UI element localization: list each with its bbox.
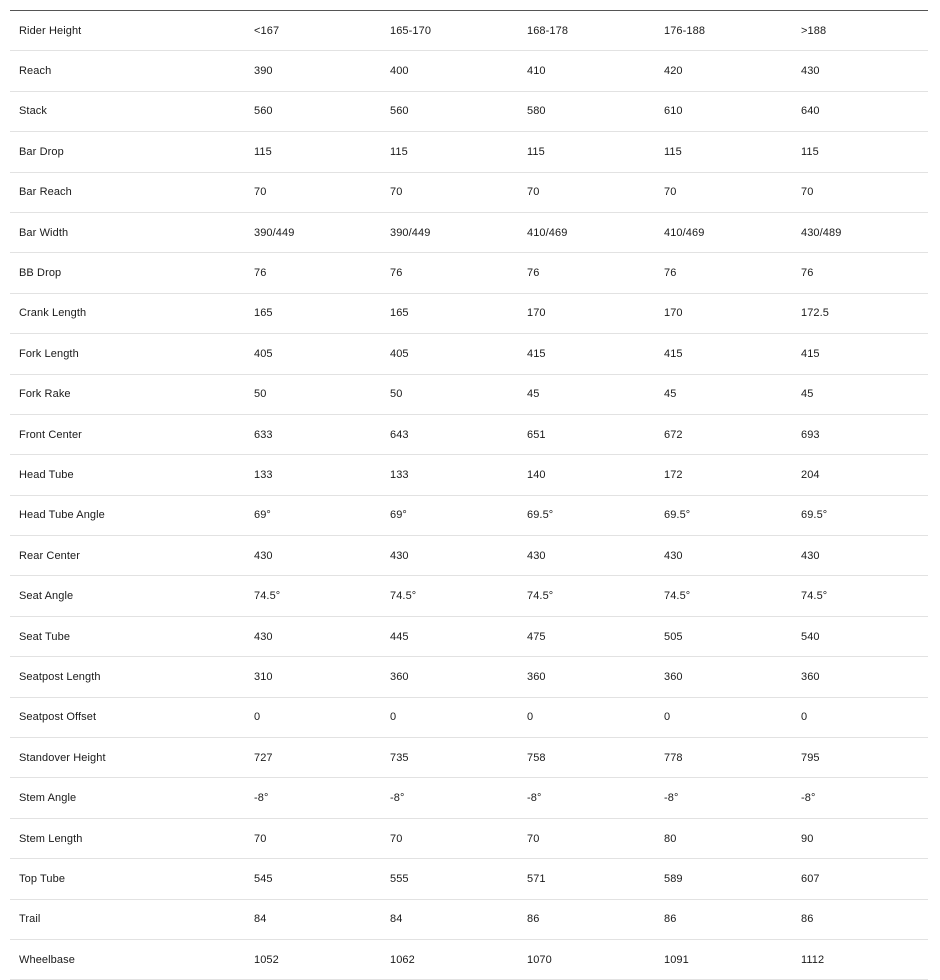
table-cell: 74.5° xyxy=(254,576,390,616)
table-cell: 115 xyxy=(390,132,527,172)
table-cell: 84 xyxy=(390,899,527,939)
table-row xyxy=(10,455,928,495)
table-cell: 360 xyxy=(527,657,664,697)
row-label: Seatpost Offset xyxy=(10,697,254,737)
table-cell: 76 xyxy=(390,253,527,293)
table-cell: 415 xyxy=(664,334,801,374)
geometry-table xyxy=(10,10,928,980)
row-label: Bar Drop xyxy=(10,132,254,172)
table-cell: 69.5° xyxy=(801,495,928,535)
table-cell: 607 xyxy=(801,859,928,899)
row-label: Stem Length xyxy=(10,818,254,858)
table-cell: 430 xyxy=(801,536,928,576)
table-cell: 170 xyxy=(664,293,801,333)
table-row xyxy=(10,657,928,697)
table-cell: 1062 xyxy=(390,939,527,979)
table-row xyxy=(10,132,928,172)
row-label: Bar Reach xyxy=(10,172,254,212)
table-cell: 1052 xyxy=(254,939,390,979)
table-cell: 1112 xyxy=(801,939,928,979)
table-cell: 610 xyxy=(664,91,801,131)
table-cell: 571 xyxy=(527,859,664,899)
table-cell: 115 xyxy=(801,132,928,172)
table-cell: 172 xyxy=(664,455,801,495)
row-label: Standover Height xyxy=(10,738,254,778)
table-row xyxy=(10,212,928,252)
table-cell: 727 xyxy=(254,738,390,778)
table-cell: 505 xyxy=(664,616,801,656)
table-cell: 778 xyxy=(664,738,801,778)
table-cell: 430/489 xyxy=(801,212,928,252)
row-label: Bar Width xyxy=(10,212,254,252)
table-cell: 70 xyxy=(527,818,664,858)
row-label: Head Tube Angle xyxy=(10,495,254,535)
table-cell: 545 xyxy=(254,859,390,899)
table-cell: 176-188 xyxy=(664,11,801,51)
table-cell: 735 xyxy=(390,738,527,778)
row-label: Rear Center xyxy=(10,536,254,576)
table-row xyxy=(10,738,928,778)
table-cell: 415 xyxy=(527,334,664,374)
table-cell: 672 xyxy=(664,414,801,454)
table-cell: 310 xyxy=(254,657,390,697)
table-cell: -8° xyxy=(254,778,390,818)
table-cell: 1091 xyxy=(664,939,801,979)
table-cell: 76 xyxy=(664,253,801,293)
table-cell: 415 xyxy=(801,334,928,374)
table-cell: 86 xyxy=(801,899,928,939)
table-cell: 795 xyxy=(801,738,928,778)
table-cell: 390 xyxy=(254,51,390,91)
table-cell: 390/449 xyxy=(254,212,390,252)
table-cell: 430 xyxy=(390,536,527,576)
table-cell: 172.5 xyxy=(801,293,928,333)
table-cell: 430 xyxy=(801,51,928,91)
row-label: Wheelbase xyxy=(10,939,254,979)
row-label: Fork Rake xyxy=(10,374,254,414)
table-cell: 430 xyxy=(254,616,390,656)
table-cell: 86 xyxy=(527,899,664,939)
table-cell: 69.5° xyxy=(527,495,664,535)
table-cell: 360 xyxy=(390,657,527,697)
table-cell: 410/469 xyxy=(664,212,801,252)
table-row xyxy=(10,172,928,212)
table-cell: 410 xyxy=(527,51,664,91)
row-label: Top Tube xyxy=(10,859,254,899)
table-cell: 589 xyxy=(664,859,801,899)
table-cell: 430 xyxy=(527,536,664,576)
table-row xyxy=(10,253,928,293)
table-cell: >188 xyxy=(801,11,928,51)
table-cell: 0 xyxy=(254,697,390,737)
table-cell: 50 xyxy=(390,374,527,414)
table-cell: 758 xyxy=(527,738,664,778)
table-cell: 45 xyxy=(527,374,664,414)
table-cell: <167 xyxy=(254,11,390,51)
row-label: Crank Length xyxy=(10,293,254,333)
table-row xyxy=(10,536,928,576)
table-row xyxy=(10,778,928,818)
row-label: Fork Length xyxy=(10,334,254,374)
table-cell: 633 xyxy=(254,414,390,454)
row-label: Stack xyxy=(10,91,254,131)
table-cell: 204 xyxy=(801,455,928,495)
table-cell: -8° xyxy=(527,778,664,818)
table-cell: 76 xyxy=(801,253,928,293)
table-cell: 69.5° xyxy=(664,495,801,535)
table-cell: 560 xyxy=(254,91,390,131)
table-cell: 555 xyxy=(390,859,527,899)
table-cell: 115 xyxy=(254,132,390,172)
row-label: Seat Angle xyxy=(10,576,254,616)
table-row xyxy=(10,859,928,899)
table-row xyxy=(10,334,928,374)
table-cell: 430 xyxy=(664,536,801,576)
table-cell: 80 xyxy=(664,818,801,858)
table-cell: 133 xyxy=(254,455,390,495)
table-cell: 165 xyxy=(254,293,390,333)
table-cell: 50 xyxy=(254,374,390,414)
table-cell: 133 xyxy=(390,455,527,495)
table-cell: 360 xyxy=(664,657,801,697)
row-label: Trail xyxy=(10,899,254,939)
table-cell: 420 xyxy=(664,51,801,91)
table-cell: 90 xyxy=(801,818,928,858)
table-row xyxy=(10,51,928,91)
table-row xyxy=(10,818,928,858)
table-cell: -8° xyxy=(664,778,801,818)
row-label: Head Tube xyxy=(10,455,254,495)
table-row xyxy=(10,939,928,979)
table-cell: 70 xyxy=(390,172,527,212)
table-row xyxy=(10,697,928,737)
table-row xyxy=(10,576,928,616)
table-cell: 360 xyxy=(801,657,928,697)
table-cell: 405 xyxy=(390,334,527,374)
table-cell: 170 xyxy=(527,293,664,333)
table-cell: 115 xyxy=(664,132,801,172)
table-row xyxy=(10,899,928,939)
table-cell: 76 xyxy=(527,253,664,293)
table-row xyxy=(10,374,928,414)
table-cell: 70 xyxy=(801,172,928,212)
table-cell: 70 xyxy=(664,172,801,212)
table-cell: -8° xyxy=(390,778,527,818)
row-label: BB Drop xyxy=(10,253,254,293)
table-row xyxy=(10,91,928,131)
table-cell: 76 xyxy=(254,253,390,293)
row-label: Seat Tube xyxy=(10,616,254,656)
row-label: Rider Height xyxy=(10,11,254,51)
table-row xyxy=(10,616,928,656)
table-cell: 400 xyxy=(390,51,527,91)
table-cell: 0 xyxy=(390,697,527,737)
table-cell: 430 xyxy=(254,536,390,576)
table-cell: 580 xyxy=(527,91,664,131)
table-cell: 70 xyxy=(390,818,527,858)
table-row xyxy=(10,293,928,333)
table-row xyxy=(10,495,928,535)
table-cell: 70 xyxy=(254,818,390,858)
row-label: Reach xyxy=(10,51,254,91)
table-cell: 69° xyxy=(254,495,390,535)
table-cell: 168-178 xyxy=(527,11,664,51)
table-cell: 390/449 xyxy=(390,212,527,252)
table-cell: 640 xyxy=(801,91,928,131)
table-cell: 69° xyxy=(390,495,527,535)
table-cell: 74.5° xyxy=(664,576,801,616)
table-cell: 74.5° xyxy=(390,576,527,616)
table-cell: 643 xyxy=(390,414,527,454)
table-cell: 84 xyxy=(254,899,390,939)
table-cell: 70 xyxy=(527,172,664,212)
table-row xyxy=(10,11,928,51)
table-cell: 115 xyxy=(527,132,664,172)
table-cell: 165 xyxy=(390,293,527,333)
table-cell: 0 xyxy=(664,697,801,737)
table-cell: 140 xyxy=(527,455,664,495)
table-cell: 410/469 xyxy=(527,212,664,252)
table-cell: 560 xyxy=(390,91,527,131)
table-cell: 0 xyxy=(801,697,928,737)
table-cell: 540 xyxy=(801,616,928,656)
table-cell: -8° xyxy=(801,778,928,818)
table-cell: 165-170 xyxy=(390,11,527,51)
table-cell: 475 xyxy=(527,616,664,656)
table-row xyxy=(10,414,928,454)
row-label: Stem Angle xyxy=(10,778,254,818)
table-cell: 74.5° xyxy=(801,576,928,616)
geometry-table-body xyxy=(10,11,928,980)
row-label: Seatpost Length xyxy=(10,657,254,697)
table-cell: 651 xyxy=(527,414,664,454)
table-cell: 693 xyxy=(801,414,928,454)
table-cell: 86 xyxy=(664,899,801,939)
table-cell: 405 xyxy=(254,334,390,374)
table-cell: 1070 xyxy=(527,939,664,979)
table-cell: 70 xyxy=(254,172,390,212)
table-cell: 0 xyxy=(527,697,664,737)
table-cell: 45 xyxy=(801,374,928,414)
table-cell: 74.5° xyxy=(527,576,664,616)
row-label: Front Center xyxy=(10,414,254,454)
table-cell: 445 xyxy=(390,616,527,656)
table-cell: 45 xyxy=(664,374,801,414)
